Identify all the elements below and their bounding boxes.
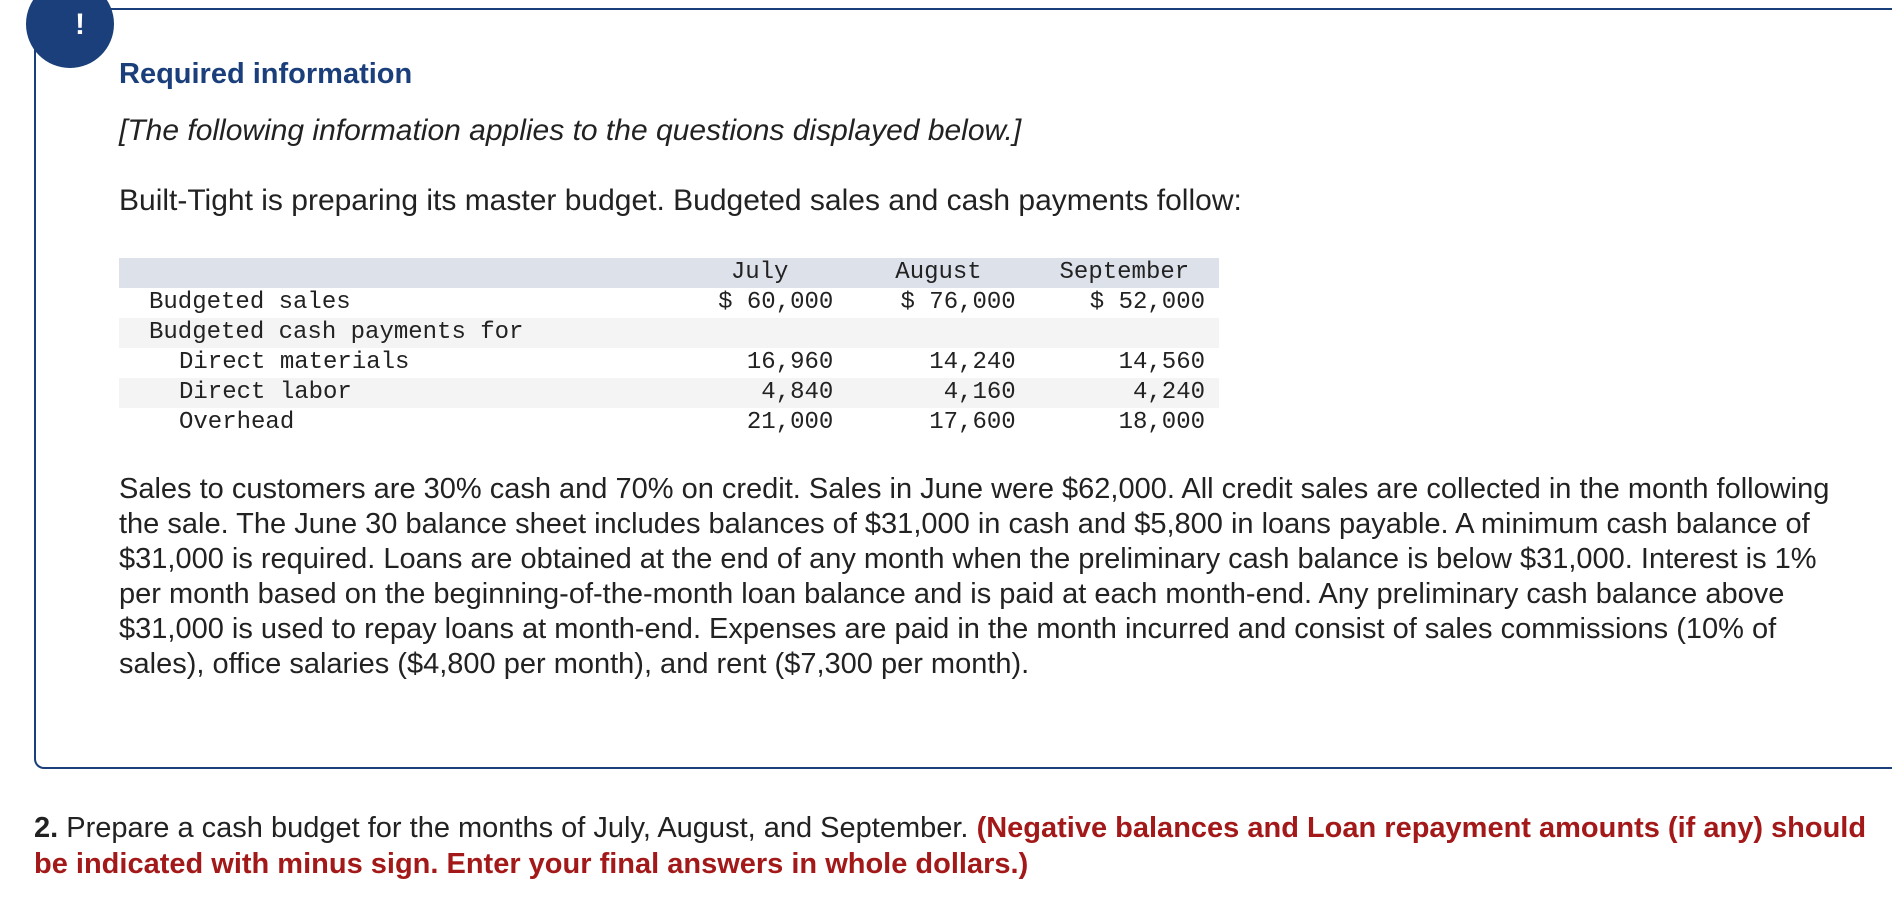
budget-table: [119, 258, 1219, 438]
column-header-september: September: [1030, 258, 1219, 288]
cell-september: $ 52,000: [1089, 289, 1205, 316]
cell-july: 4,840: [672, 378, 847, 408]
intro-text: Built-Tight is preparing its master budget. Budgeted sales and cash payments follow:: [119, 184, 1242, 217]
row-label: Budgeted sales: [149, 289, 351, 316]
row-label: Direct labor: [119, 378, 672, 408]
cell-september: 4,240: [1030, 378, 1219, 408]
applies-note: [The following information applies to the questions displayed below.]: [119, 114, 1022, 147]
table-row-cash-payments-heading: [119, 318, 1219, 348]
alert-icon: [26, 0, 114, 68]
table-row-overhead: [119, 408, 1219, 438]
cell-august: 14,240: [929, 349, 1016, 376]
cell-august: 4,160: [847, 378, 1029, 408]
column-header-august: August: [847, 258, 1029, 288]
cell-august: 17,600: [929, 409, 1016, 436]
cell-september: 18,000: [1118, 409, 1205, 436]
column-header-july: July: [672, 258, 847, 288]
header-blank-cell: [119, 258, 672, 288]
required-information-title: Required information: [119, 58, 413, 90]
question-2: [34, 810, 1884, 882]
table-row-budgeted-sales: [119, 288, 1219, 318]
table-row-direct-materials: [119, 348, 1219, 378]
scenario-paragraph: Sales to customers are 30% cash and 70% on credit. Sales in June were $62,000. All credit sales are collected in the month following the sale. The June 30 balance sheet includes balances of $31,000 in cash and $5,800 in loans payable. A minimum cash balance of $31,000 is required. Loans are obtained at the end of any month when the preliminary cash balance is below $31,000. Interest is 1% per month based on the beginning-of-the-month loan balance and is paid at each month-end. Any preliminary cash balance above $31,000 is used to repay loans at month-end. Expenses are paid in the month incurred and consist of sales commissions (10% of sales), office salaries ($4,800 per month), and rent ($7,300 per month).: [119, 473, 1830, 680]
cell-august: $ 76,000: [900, 289, 1016, 316]
question-text: Prepare a cash budget for the months of July, August, and September.: [66, 812, 969, 844]
question-instruction: (Negative balances and Loan repayment amounts (if any) should be indicated with minus sign. Enter your final answers in whole dollars.): [34, 812, 1867, 880]
cell-july: 21,000: [746, 409, 834, 436]
alert-glyph: !: [75, 8, 85, 41]
cell-august: [847, 318, 1029, 348]
cell-july: 16,960: [746, 349, 834, 376]
row-label: Overhead: [179, 409, 295, 436]
table-row-direct-labor: [119, 378, 1219, 408]
row-label: Direct materials: [179, 349, 410, 376]
cell-september: 14,560: [1118, 349, 1205, 376]
cell-september: [1030, 318, 1219, 348]
cell-july: $ 60,000: [718, 289, 834, 316]
table-header-row: [119, 258, 1219, 288]
cell-july: [672, 318, 847, 348]
row-label: Budgeted cash payments for: [119, 318, 672, 348]
question-number: 2.: [34, 812, 59, 844]
